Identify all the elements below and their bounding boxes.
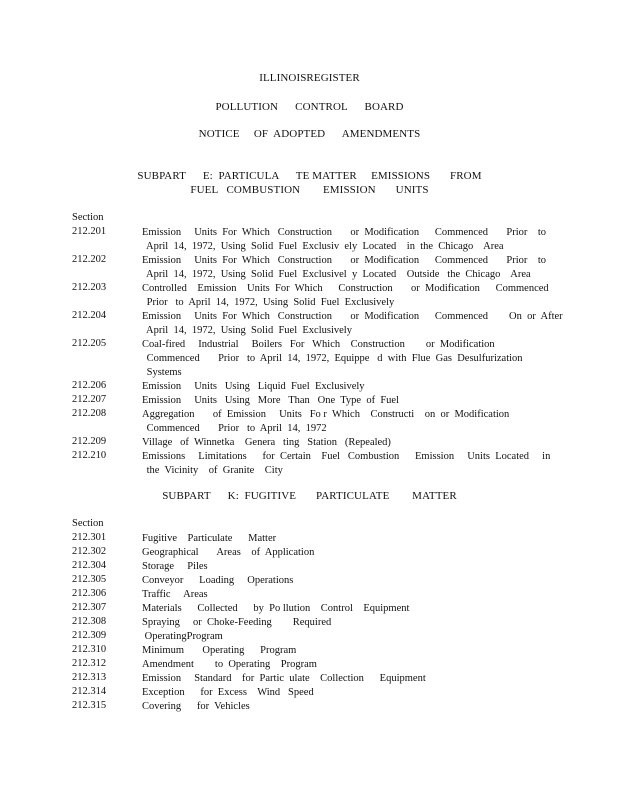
section-number: 212.312 (72, 658, 107, 669)
section-title-line: Village of Winnetka Genera ting Station (Repealed) (142, 437, 391, 448)
section-number: 212.202 (72, 254, 107, 265)
section-title-line: Prior to April 14, 1972, Using Solid Fuel Exclusively (144, 297, 395, 308)
register-title: ILLINOISREGISTER (259, 72, 360, 84)
section-number: 212.305 (72, 574, 107, 585)
section-number: 212.315 (72, 700, 107, 711)
section-title-line: Commenced Prior to April 14, 1972, Equippe d with Flue Gas Desulfurization (144, 353, 523, 364)
section-number: 212.208 (72, 408, 107, 419)
section-number: 212.310 (72, 644, 107, 655)
section-title-line: Storage Piles (142, 561, 208, 572)
section-number: 212.201 (72, 226, 107, 237)
section-number: 212.301 (72, 532, 107, 543)
section-title-line: Fugitive Particulate Matter (142, 533, 277, 544)
subpart-k-section-label: Section (72, 518, 104, 529)
section-title-line: Exception for Excess Wind Speed (142, 687, 314, 698)
section-title-line: Conveyor Loading Operations (142, 575, 294, 586)
section-title-line: Covering for Vehicles (142, 701, 250, 712)
subpart-e-title-line2: FUEL COMBUSTION EMISSION UNITS (190, 184, 429, 196)
section-number: 212.313 (72, 672, 107, 683)
section-title-line: Spraying or Choke-Feeding Required (142, 617, 332, 628)
section-title-line: Amendment to Operating Program (142, 659, 317, 670)
section-title-line: Traffic Areas (142, 589, 208, 600)
subpart-e-title-line1: SUBPART E: PARTICULA TE MATTER EMISSIONS FROM (137, 170, 482, 182)
section-number: 212.210 (72, 450, 107, 461)
section-number: 212.209 (72, 436, 107, 447)
section-title-line: Geographical Areas of Application (142, 547, 315, 558)
section-title-line: April 14, 1972, Using Solid Fuel Exclusively (144, 325, 352, 336)
section-number: 212.308 (72, 616, 107, 627)
section-title-line: Aggregation of Emission Units Fo r Which Constructi on or Modification (142, 409, 510, 420)
section-title-line: Materials Collected by Po llution Control Equipment (142, 603, 410, 614)
section-title-line: Emission Standard for Partic ulate Collection Equipment (142, 673, 426, 684)
section-title-line: the Vicinity of Granite City (144, 465, 283, 476)
section-number: 212.304 (72, 560, 107, 571)
section-title-line: Emission Units Using More Than One Type of Fuel (142, 395, 399, 406)
board-title: POLLUTION CONTROL BOARD (215, 101, 404, 113)
section-number: 212.203 (72, 282, 107, 293)
section-title-line: Coal-fired Industrial Boilers For Which Construction or Modification (142, 339, 495, 350)
section-number: 212.204 (72, 310, 107, 321)
section-title-line: OperatingProgram (142, 631, 223, 642)
section-number: 212.314 (72, 686, 107, 697)
section-title-line: Commenced Prior to April 14, 1972 (144, 423, 327, 434)
section-title-line: Emission Units For Which Construction or Modification Commenced Prior to (142, 227, 547, 238)
section-title-line: April 14, 1972, Using Solid Fuel Exclusiv ely Located in the Chicago Area (144, 241, 504, 252)
section-title-line: Controlled Emission Units For Which Construction or Modification Commenced (142, 283, 549, 294)
subpart-k-title: SUBPART K: FUGITIVE PARTICULATE MATTER (162, 490, 457, 502)
section-number: 212.205 (72, 338, 107, 349)
subpart-e-section-label: Section (72, 212, 104, 223)
section-title-line: Emissions Limitations for Certain Fuel Combustion Emission Units Located in (142, 451, 551, 462)
section-number: 212.206 (72, 380, 107, 391)
section-title-line: Emission Units For Which Construction or Modification Commenced On or After (142, 311, 563, 322)
section-number: 212.309 (72, 630, 107, 641)
section-title-line: Systems (144, 367, 182, 378)
section-title-line: Minimum Operating Program (142, 645, 297, 656)
notice-title: NOTICE OF ADOPTED AMENDMENTS (198, 128, 421, 140)
section-title-line: Emission Units Using Liquid Fuel Exclusively (142, 381, 365, 392)
section-title-line: April 14, 1972, Using Solid Fuel Exclusivel y Located Outside the Chicago Area (144, 269, 531, 280)
section-number: 212.207 (72, 394, 107, 405)
section-number: 212.306 (72, 588, 107, 599)
section-title-line: Emission Units For Which Construction or Modification Commenced Prior to (142, 255, 547, 266)
section-number: 212.302 (72, 546, 107, 557)
section-number: 212.307 (72, 602, 107, 613)
